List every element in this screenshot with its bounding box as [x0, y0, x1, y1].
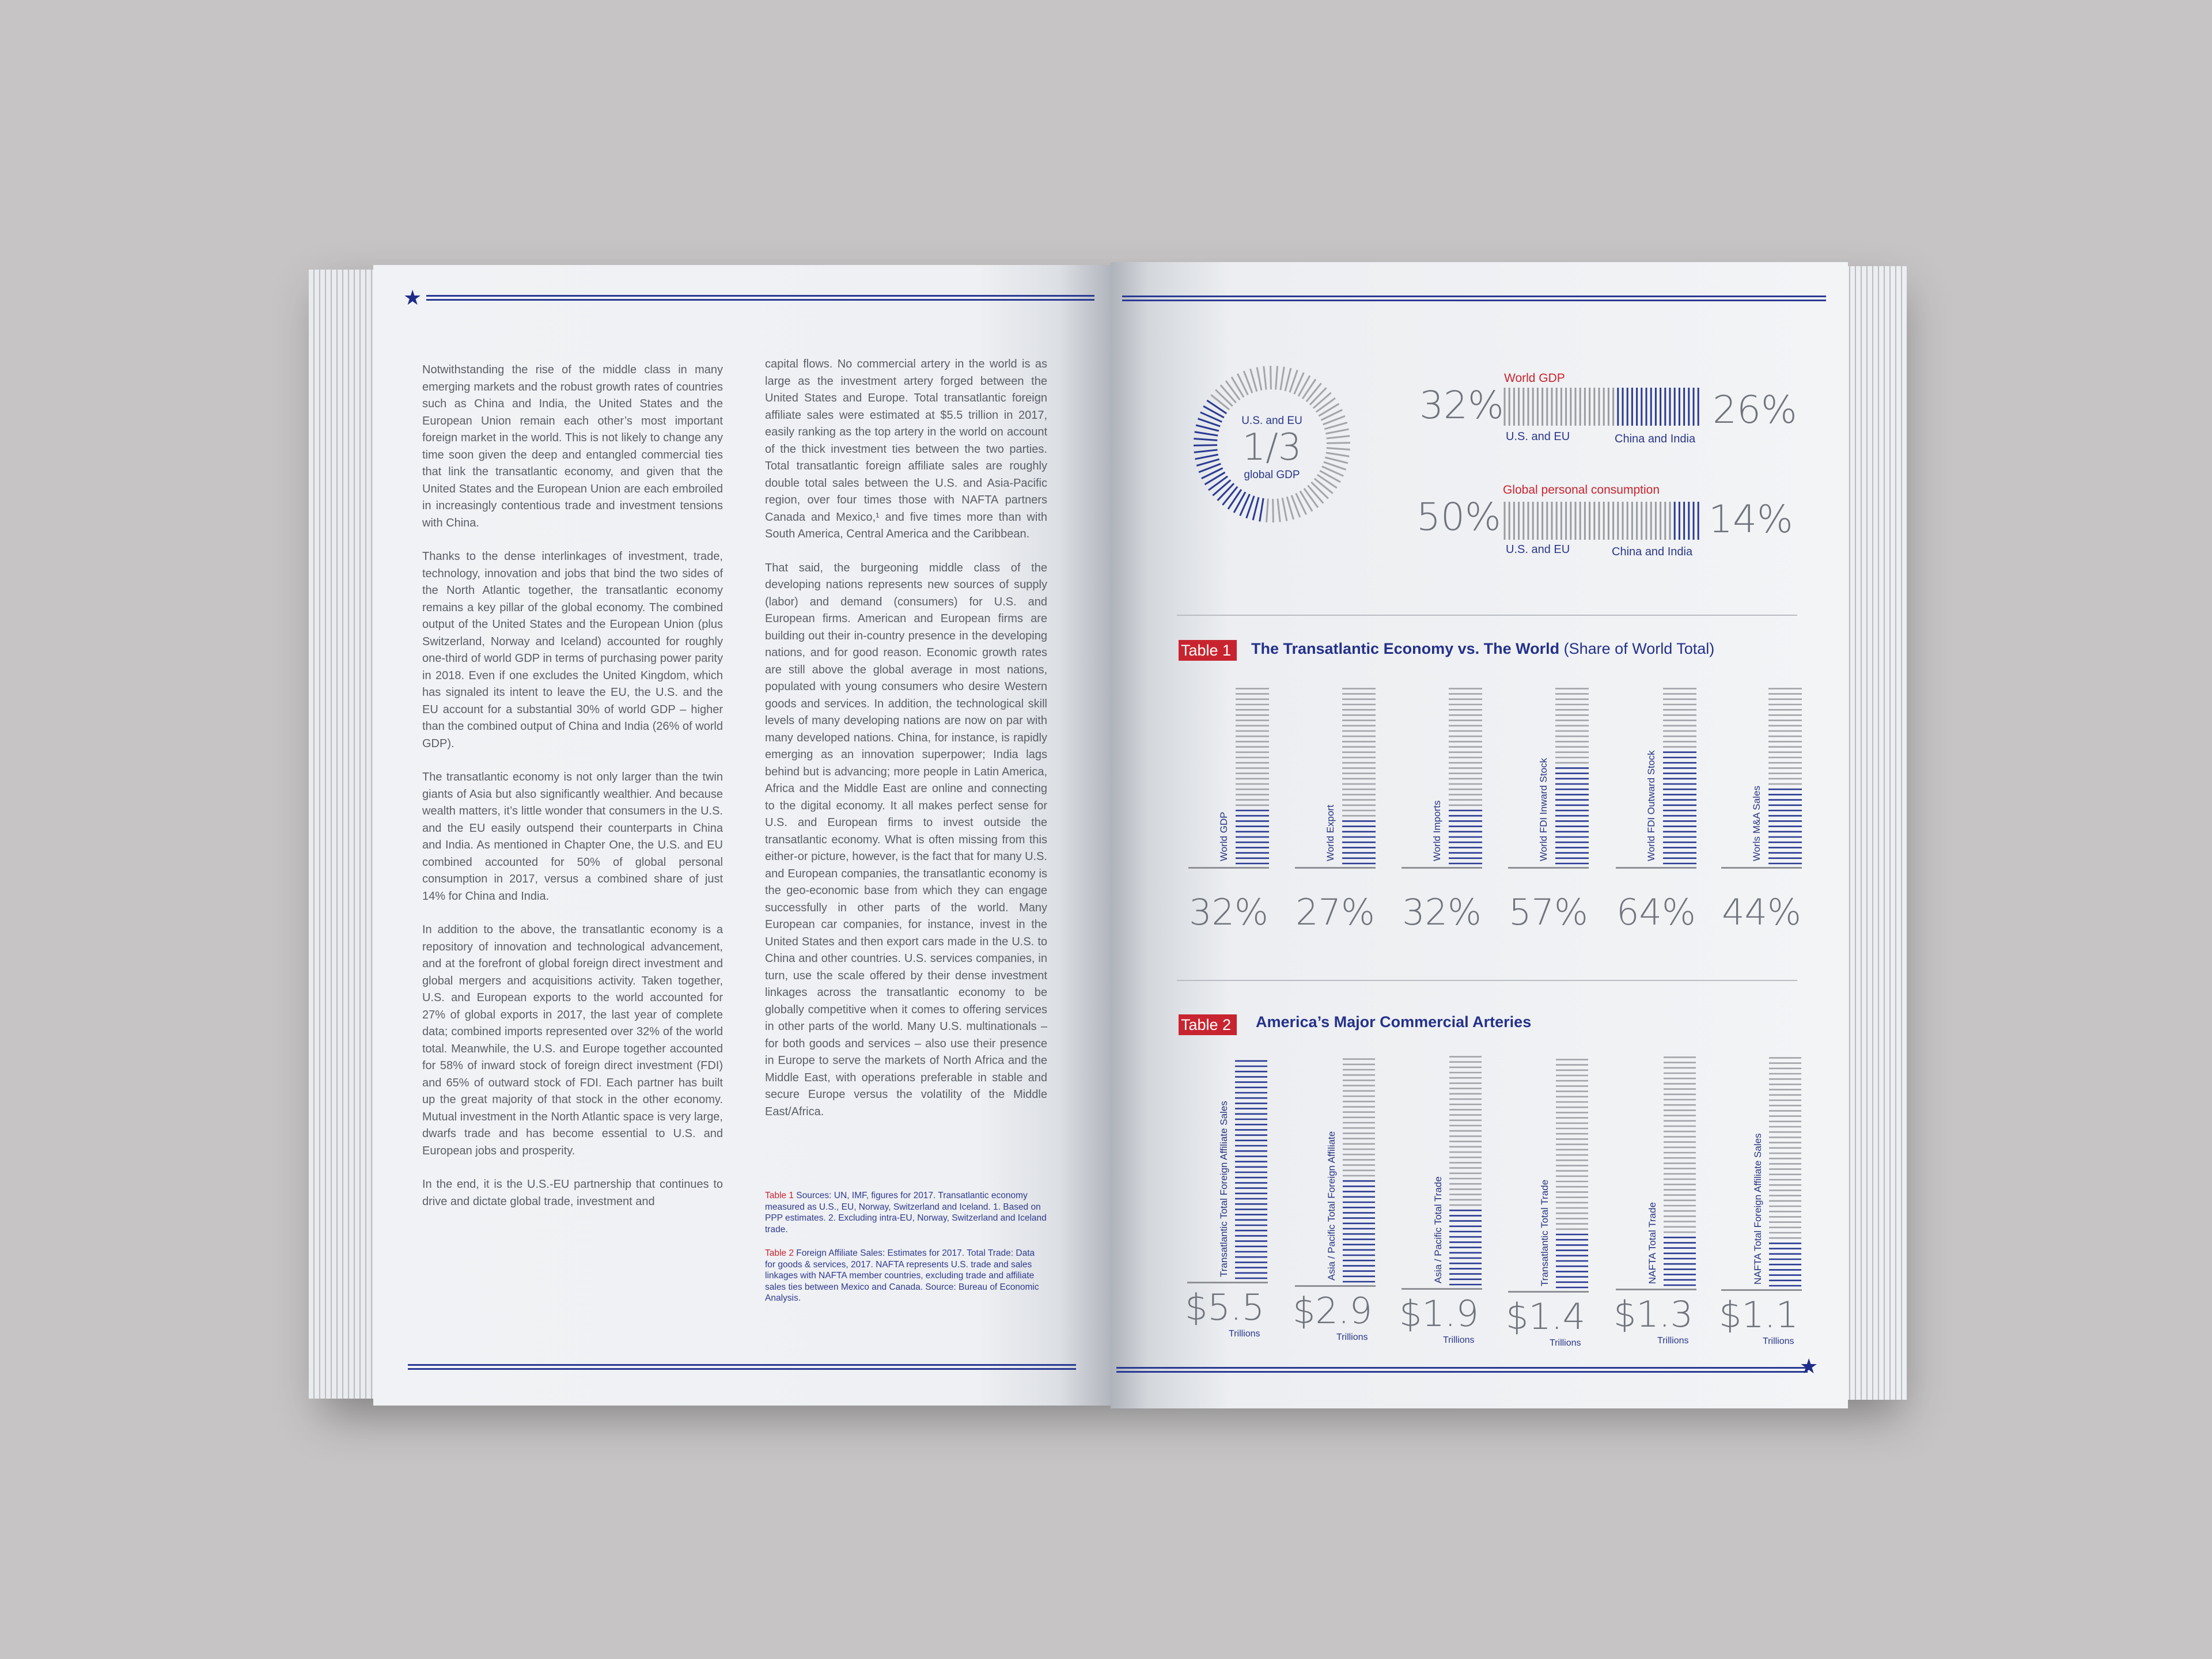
table2-category-label: Transatlantic Total Trade — [1539, 1179, 1550, 1286]
paragraph: That said, the burgeoning middle class of the developing nations represents new sources of supply (labor) and demand (consumers) for U.S. and European firms. American and European firms are building out their in-country presence in the developing nations, and for good reason. Economic growth rates are still above the global average in most nations, populated with young consumers who desire Western goods and services. In addition, the technological skill levels of many developing nations are now on par with many developed nations. China, for instance, is rapidly emerging as an innovation superpower; India lags behind but is advancing; more people in Latin America, Africa and the Middle East are online and connecting to the digital economy. It all makes perfect sense for U.S. and European firms to invest outside the transatlantic economy. What is often missing from this either-or picture, however, is the fact that for many U.S. and European companies, the transatlantic economy is the geo-economic base from which they can engage successfully in other parts of the world. Many European car companies, for instance, invest in the United States and then export cars made in the U.S. to China and other countries. U.S. services companies, in turn, use the scale offered by their dense investment linkages across the transatlantic economy to be globally competitive when it comes to offering services in other parts of the world. Many U.S. multinationals – for both goods and services – also use their presence in Europe to serve the markets of North Africa and the Middle East, with operations preferable in stable and secure Europe versus the volatility of the Middle East/Africa. — [765, 561, 1047, 1118]
dial-tick — [1253, 497, 1259, 520]
dial-tick — [1267, 499, 1268, 522]
top-rule — [1122, 296, 1826, 301]
table2-note — [765, 1248, 1047, 1304]
dial-line2: global GDP — [1244, 469, 1300, 481]
bottom-rule — [1116, 1367, 1808, 1373]
dial-tick — [1232, 377, 1244, 397]
table1-category-label: World GDP — [1218, 812, 1229, 861]
gdp-compare-bars — [1503, 388, 1702, 426]
table2-bar — [1556, 1051, 1588, 1289]
bar-baseline — [1508, 1291, 1589, 1293]
dial-tick — [1300, 491, 1312, 511]
bar-baseline — [1721, 867, 1802, 869]
table1-bar — [1768, 684, 1802, 865]
gdp-title: World GDP — [1504, 372, 1565, 385]
dial-tick — [1264, 366, 1266, 390]
table2-bar — [1235, 1054, 1267, 1279]
bar-baseline — [1295, 1285, 1376, 1287]
consumption-left-pct: 50% — [1416, 495, 1501, 539]
dial-tick — [1313, 393, 1331, 408]
page-edges-right — [1838, 266, 1907, 1400]
bar-baseline — [1402, 1288, 1482, 1290]
table1-value-label: 64% — [1616, 891, 1696, 933]
table2-value-label: $5.5 — [1184, 1286, 1265, 1328]
bar-baseline — [1508, 867, 1589, 869]
right-page — [1111, 262, 1848, 1408]
table1-title — [1251, 640, 1714, 658]
table2-value-label: $2.9 — [1292, 1290, 1373, 1332]
top-rule — [426, 295, 1094, 301]
table1-category-label: World FDI Inward Stock — [1538, 757, 1549, 861]
dial-tick — [1228, 490, 1241, 509]
table2-tag: Table 2 — [1179, 1014, 1237, 1035]
star-icon: ★ — [1800, 1355, 1819, 1378]
gdp-left-label: U.S. and EU — [1506, 430, 1570, 443]
gdp-right-label: China and India — [1615, 433, 1696, 445]
table1-bar — [1342, 684, 1376, 865]
table1-bar — [1663, 684, 1696, 865]
bar-baseline — [1616, 867, 1696, 869]
note-text: Foreign Affiliate Sales: Estimates for 2017. Total Trade: Data for goods & services, 2017. NAFTA represents U.S. trade and sales linkages with NAFTA member countries, excluding trade and affiliate sales ties between Mexico and Canada. Source: Bureau of Economic Analysis. — [765, 1248, 1039, 1303]
dial-tick — [1278, 498, 1280, 522]
text-column-1 — [422, 362, 723, 1227]
dial-tick — [1207, 400, 1226, 414]
consumption-title: Global personal consumption — [1503, 483, 1660, 497]
dial-tick — [1257, 367, 1262, 390]
dial-tick — [1310, 388, 1326, 404]
table2-unit-label: Trillions — [1229, 1329, 1260, 1339]
table2-bar — [1769, 1049, 1801, 1287]
table2-unit-label: Trillions — [1657, 1336, 1689, 1346]
dial-tick — [1211, 395, 1229, 410]
section-divider — [1177, 980, 1797, 981]
paragraph: Thanks to the dense interlinkages of investment, trade, technology, innovation and jobs that bind the two sides of the North Atlantic together, the transatlantic economy remains a key pillar of the global economy. The combined output of the United States and the European Union (plus Switzerland, Norway and Iceland) accounted for roughly one-third of world GDP in terms of purchasing power parity in 2018. Even if one excludes the United Kingdom, which has signaled its intent to leave the EU, the U.S. and the EU account for a substantial 30% of world GDP – higher than the combined output of China and India (26% of world GDP). — [422, 550, 723, 750]
table2-category-label: Asia / Pacific Total Trade — [1433, 1176, 1444, 1283]
dial-tick — [1311, 482, 1328, 498]
dial-tick — [1281, 367, 1284, 390]
dial-tick — [1308, 486, 1323, 503]
section-divider — [1177, 615, 1797, 616]
gdp-left-pct: 32% — [1419, 383, 1504, 427]
table1-value-label: 27% — [1296, 891, 1375, 933]
table1-bar — [1555, 684, 1589, 865]
table2-unit-label: Trillions — [1763, 1336, 1794, 1346]
dial-tick — [1319, 404, 1339, 416]
table1-title-text: The Transatlantic Economy vs. The World — [1251, 640, 1560, 657]
table2-category-label: NAFTA Total Foreign Affiliate Sales — [1752, 1133, 1763, 1285]
consumption-compare-bars — [1503, 502, 1702, 540]
dial-tick — [1316, 398, 1335, 412]
dial-line1: U.S. and EU — [1241, 415, 1302, 427]
table2-value-label: $1.4 — [1505, 1296, 1586, 1338]
table1-category-label: World Export — [1325, 805, 1336, 861]
table1-note — [765, 1190, 1047, 1235]
dial-tick — [1218, 483, 1234, 500]
bar-baseline — [1616, 1289, 1696, 1290]
table2-value-label: $1.1 — [1718, 1294, 1799, 1336]
consumption-left-label: U.S. and EU — [1506, 543, 1570, 556]
dial-tick — [1304, 488, 1318, 507]
dial-tick — [1282, 498, 1287, 521]
dial-tick — [1213, 480, 1230, 495]
table1-bar — [1236, 684, 1269, 865]
left-page — [373, 265, 1111, 1406]
paragraph: In addition to the above, the transatlantic economy is a repository of innovation and technological advancement, and at the forefront of global foreign direct investment and global mergers and acquisitions activity. Taken together, U.S. and European exports to the world accounted for 27% of global exports in 2017, the last year of complete data; combined imports represented over 32% of the world total. Meanwhile, the U.S. and Europe together accounted for 58% of inward stock of foreign direct investment (FDI) and 65% of outward stock of FDI. Each partner has built up the great majority of that stock in the other economy. Mutual investment in the North Atlantic space is very large, dwarfs trade and has become essential to U.S. and European jobs and prosperity. — [422, 923, 723, 1157]
paragraph: In the end, it is the U.S.-EU partnership that continues to drive and dictate global trade, investment and — [422, 1178, 723, 1208]
bar-baseline — [1188, 867, 1269, 869]
dial-tick — [1260, 498, 1263, 521]
paragraph: Notwithstanding the rise of the middle class in many emerging markets and the robust growth rates of countries such as China and India, the United States and the European Union remain each other’s most important foreign market in the world. This is not likely to change any time soon given the deep and entangled commercial ties that link the transatlantic economy, and given that the United States and the European Union are each embroiled in increasingly contentious trade and investment tensions with China. — [422, 363, 723, 529]
table1-value-label: 32% — [1189, 891, 1268, 933]
dial-tick — [1215, 390, 1232, 406]
paragraph: capital flows. No commercial artery in the world is as large as the investment artery forged between the United States and Europe. Total transatlantic foreign affiliate sales were estimated at $5.5 trillion in 2017, easily ranking as the top artery in the world on account of the thick investment ties between the two parties. Total transatlantic foreign affiliate sales are roughly double total sales between the U.S. and Asia-Pacific region, over four times those with NAFTA partners Canada and Mexico,¹ and five times more than with South America, Central America and the Caribbean. — [765, 358, 1047, 540]
table1-category-label: World Imports — [1431, 800, 1442, 861]
table-notes — [765, 1190, 1047, 1317]
dial-tick — [1302, 379, 1316, 399]
table1-value-label: 32% — [1402, 891, 1482, 933]
table2-category-label: NAFTA Total Trade — [1647, 1202, 1658, 1284]
table2-value-label: $1.3 — [1613, 1293, 1694, 1335]
table2-category-label: Asia / Pacific Total Foreign Affiliate — [1326, 1131, 1337, 1281]
dial-tick — [1222, 487, 1237, 505]
table2-value-label: $1.9 — [1399, 1293, 1479, 1335]
table1-category-label: Worls M&A Sales — [1751, 785, 1762, 861]
paragraph: The transatlantic economy is not only larger than the twin giants of Asia but also significantly wealthier. And because wealth matters, it’s little wonder that consumers in the U.S. and the EU easily outspend their counterparts in China and India. As mentioned in Chapter One, the U.S. and EU combined accounted for 50% of global personal consumption in 2017, versus a combined share of just 14% for China and India. — [422, 771, 723, 903]
note-label: Table 1 — [765, 1191, 794, 1200]
dial-tick — [1226, 381, 1240, 400]
bar-baseline — [1721, 1289, 1802, 1291]
bar-baseline — [1295, 867, 1376, 869]
note-text: Sources: UN, IMF, figures for 2017. Transatlantic economy measured as U.S., EU, Norway, Switzerland and Iceland. 1. Based on PPP estimates. 2. Excluding intra-EU, Norway, Switzerland and Iceland trade. — [765, 1191, 1047, 1234]
table2-bar — [1343, 1052, 1375, 1283]
table2-unit-label: Trillions — [1336, 1332, 1368, 1342]
star-icon: ★ — [403, 286, 422, 310]
text-column-2 — [765, 356, 1047, 1137]
table2-bar — [1664, 1050, 1696, 1286]
dial-tick — [1221, 385, 1236, 403]
table1-value-label: 44% — [1722, 891, 1801, 933]
table1-subtitle: (Share of World Total) — [1563, 640, 1715, 657]
table2-unit-label: Trillions — [1550, 1338, 1581, 1348]
note-label: Table 2 — [765, 1248, 794, 1258]
table2-bar — [1449, 1051, 1482, 1286]
consumption-right-label: China and India — [1612, 546, 1693, 558]
dial-tick — [1306, 383, 1321, 402]
gdp-right-pct: 26% — [1713, 388, 1797, 432]
bar-baseline — [1187, 1282, 1268, 1283]
dial-tick — [1285, 368, 1291, 391]
table2-unit-label: Trillions — [1443, 1335, 1475, 1345]
table1-tag: Table 1 — [1179, 640, 1237, 661]
table1-value-label: 57% — [1509, 891, 1588, 933]
dial-tick — [1273, 499, 1274, 522]
consumption-right-pct: 14% — [1709, 497, 1793, 541]
table1-bar — [1449, 684, 1482, 865]
table2-category-label: Transatlantic Total Foreign Affiliate Sales — [1218, 1101, 1229, 1277]
table2-title: America’s Major Commercial Arteries — [1256, 1013, 1532, 1031]
dial-tick — [1276, 366, 1278, 389]
bar-baseline — [1402, 867, 1482, 869]
page-edges-left — [309, 270, 378, 1399]
bottom-rule — [408, 1364, 1076, 1370]
table1-category-label: World FDI Outward Stock — [1646, 750, 1657, 861]
dial-fraction: 1/3 — [1242, 426, 1302, 469]
